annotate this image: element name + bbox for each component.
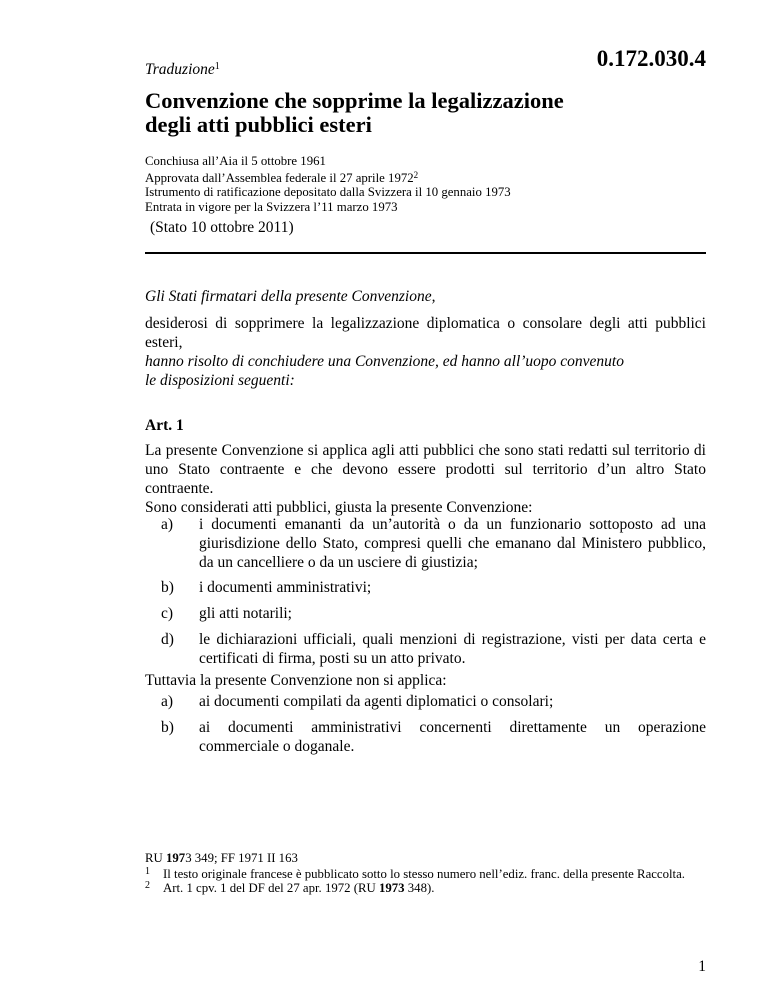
meta-concluded: Conchiusa all’Aia il 5 ottobre 1961 <box>145 154 326 168</box>
document-number: 0.172.030.4 <box>596 46 706 71</box>
article-1-title: Art. 1 <box>145 417 184 434</box>
page-number: 1 <box>698 958 706 975</box>
footnote-ref-2[interactable]: 2 <box>413 170 419 181</box>
document-title: Convenzione che sopprime la legalizzazione degli atti pubblici esteri <box>145 88 564 137</box>
meta-in-force: Entrata in vigore per la Svizzera l’11 marzo 1973 <box>145 199 398 214</box>
meta-approved: Approvata dall’Assemblea federale il 27 aprile 1972$^2$ <box>145 170 419 186</box>
article-1-paragraph-1: La presente Convenzione si applica agli atti pubblici che sono stati redatti sul territorio di uno Stato contraente e che devono essere prodotti sul territorio d’un altro Stato contraente. <box>145 442 706 497</box>
footnote-2: 2 Art. 1 cpv. 1 del DF del 27 apr. 1972 (RU 1973 348). <box>145 880 435 895</box>
list-item: b) ai documenti amministrativi concernenti direttamente un operazione commerciale o doganale. <box>161 719 706 755</box>
list-item: b) i documenti amministrativi; <box>161 579 372 596</box>
footer-source-reference: RU 1973 349; FF 1971 II 163 <box>145 851 298 865</box>
preamble-resolution: hanno risolto di conchiudere una Convenzione, ed hanno all’uopo convenuto le disposizioni seguenti: <box>145 353 624 389</box>
list-item: d) le dichiarazioni ufficiali, quali menzioni di registrazione, visti per data certa e certificati di firma, posti su un atto privato. <box>161 631 706 667</box>
preamble-line-1: Gli Stati firmatari della presente Convenzione, <box>145 288 436 305</box>
article-1-paragraph-2: Sono considerati atti pubblici, giusta la presente Convenzione: <box>145 499 533 516</box>
document-metadata <box>145 154 511 214</box>
footnotes <box>145 867 685 895</box>
article-1-paragraph-3: Tuttavia la presente Convenzione non si applica: <box>145 672 447 689</box>
meta-ratification: Istrumento di ratificazione depositato dalla Svizzera il 10 gennaio 1973 <box>145 185 511 200</box>
list-item: a) i documenti emananti da un’autorità o da un funzionario sottoposto ad una giurisdizione dello Stato, compresi quelli che emanano dal Ministero pubblico, da un cancelliere o da un usciere di giustizia; <box>161 516 706 571</box>
preamble-paragraph: desiderosi di sopprimere la legalizzazione diplomatica o consolare degli atti pubblici esteri, <box>145 315 706 351</box>
footnote-1: 1 Il testo originale francese è pubblicato sotto lo stesso numero nell’ediz. franc. della presente Raccolta. <box>145 866 685 881</box>
status-date: (Stato 10 ottobre 2011) <box>150 219 294 236</box>
list-item: a) ai documenti compilati da agenti diplomatici o consolari; <box>161 693 554 710</box>
header-divider <box>145 252 706 254</box>
footnote-ref-1[interactable]: 1 <box>214 61 220 72</box>
translation-label: Traduzione$^1$ <box>145 61 220 78</box>
list-item: c) gli atti notarili; <box>161 605 292 622</box>
